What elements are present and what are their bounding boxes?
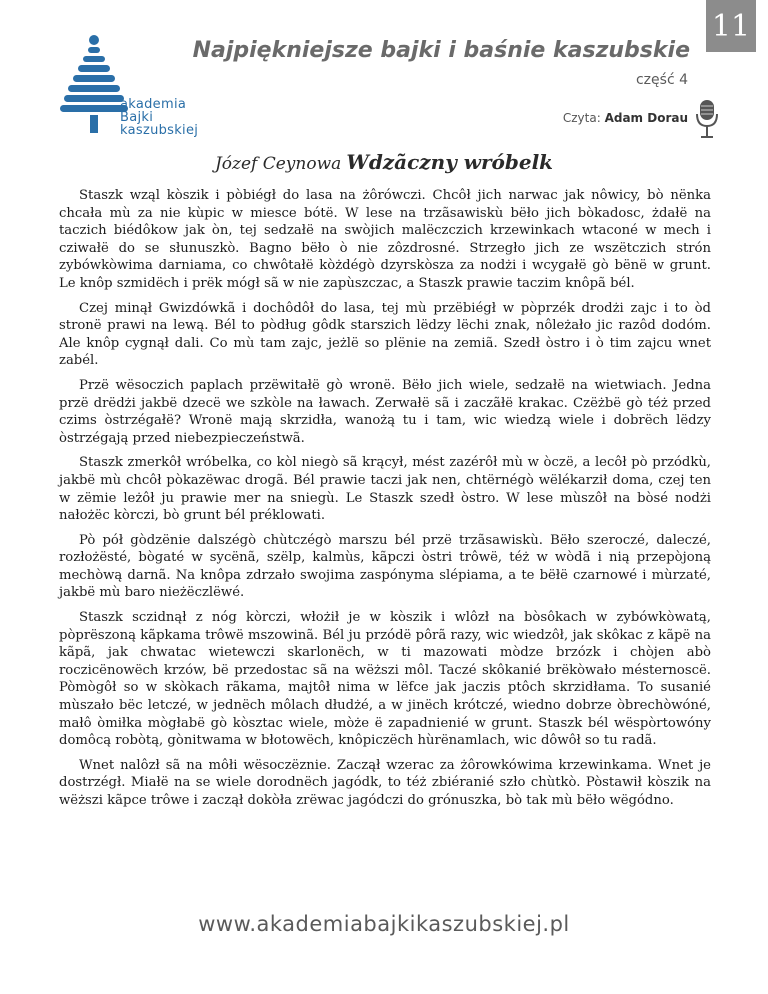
paragraph: Przë wësoczich paplach przëwitałë gò wronë. Bëło jich wiele, sedzałë na wietwiach. Jedna przë drëdżi jakbë dzecë we szkòle na ławach. Zerwałë sã i zaczãłë krakac. Czëżbë gò téż przed czims òstrzégałë? Wronë mają skrzidła, wanożą tu i tam, wic wiedzą wiele i dobrëch lëdzy òstrzégają przed niebezpieczeństwã. [59, 377, 711, 446]
logo-line: Bajki [120, 110, 154, 125]
logo-wordmark [120, 98, 198, 137]
paragraph: Pò pół gòdzënie dalszégò chùtczégò marszu bél przë trzãsawiskù. Bëło szeroczé, daleczé, rozłożësté, bògaté w sycënã, szëlp, kalmùs, kãpczi òstri trôwë, téż w wòdã i nią przepòjoną mechòwą darnã. Na knôpa zdrzało swojima zaspónyma slépiama, a te bëłë czarnowé i mùrzaté, jakbë mù baro nieżëczlëwé. [59, 532, 711, 601]
logo-line: akademia [120, 97, 187, 112]
page-number: 11 [706, 0, 756, 52]
story-heading [0, 150, 768, 174]
series-title: Najpiękniejsze bajki i baśnie kaszubskie [192, 38, 690, 63]
paragraph: Staszk wząl kòszik i pòbiégł do lasa na żôrówczi. Chcôł jich narwac jak nôwicy, bò nënka chcała mù za nie kùpic w miesce bótë. W lese na trzãsawiskù bëło jich bòkadosc, żdałë na taczich biédôkow jak òn, tej sedzałë na swòjich malëczczich krzewinkach wtaconé w mech i cziwałë do se słunuszkò. Bagno bëło ò nie zôzdrosné. Strzegło jich ze wszëtczich strón zybówkòwima darniama, co chwôtałë kòżdégò dzyrskòsza za nodżi i wcygałë gò bënë w grunt. Le knôp szmidëch i prëk mógł sã w nie zapùszczac, a Staszk prawie taczim knôpã bél. [59, 188, 711, 291]
story-title: Wdzãczny wróbelk [346, 150, 554, 174]
part-label: część 4 [635, 72, 688, 88]
logo-line: kaszubskiej [120, 123, 199, 138]
paragraph: Staszk sczidnął z nóg kòrczi, włożił je w kòszik i wlôzł na bòsôkach w zybówkòwatą, pòprëszoną kãpkama trôwë mszowinã. Bél ju przódë pôrã razy, wic wiedzôł, jak skôkac z kãpë na kãpã, jak chwatac wietewczi skarlonëch, w ti mazowati mòdze brzózk i chòjen abò roczicënowëch krzów, bë przedostac sã na wëższi môl. Taczé skôkanié brëkòwało mésternoscë. Pòmògôł so w skòkach rãkama, majtôł nima w lëfce jak jaczis ptôch skrzidłama. To susanié mùszało bëc letczé, w jednëch môlach dłudżé, a w jinëch krótczé, wiedno dobrze òbrechòwóné, małô òmiłka mògłabë gò kòsztac wiele, mòże ë zapadnienié w grunt. Staszk bél wëspòrtowóny domôcą robòtą, gònitwama w błotowëch, knôpiczëch hùrënamlach, wic dôwôł so tu radã. [59, 610, 711, 749]
paragraph: Staszk zmerkôł wróbelka, co kòl niegò sã krącył, mést zazérôł mù w òczë, a lecôł pò przódkù, jakbë mù chcôł pòkazëwac drogã. Bél prawie taczi jak nen, chtërnégò wëlékarził doma, czej ten w zëmie leżôł ju prawie mer na sniegù. Le Staszk szedł òstro. W lese mùszôł na bòsé nodżi nałożëc kòrczi, bò grunt bél préklowati. [59, 455, 711, 524]
story-author: Józef Ceynowa [214, 154, 342, 174]
reader-name: Adam Dorau [604, 111, 688, 125]
paragraph: Wnet nalôzł sã na môłi wësoczëznie. Zaczął wzerac za żôrowkówima krzewinkama. Wnet je dostrzégł. Miałë na se wiele dorodnëch jagódk, to téż zbiéranié szło chùtkò. Pòstawił kòszik na wëższi kãpce trôwe i zaczął dokòła zrëwac jagódczi do grónuszka, bò tak mù bëło wëgódno. [59, 757, 711, 808]
story-body [59, 187, 711, 817]
microphone-icon [694, 98, 720, 140]
reader-credit [563, 111, 688, 125]
reader-label: Czyta: [562, 111, 601, 125]
paragraph: Czej minął Gwizdówkã i dochôdôł do lasa, tej mù przëbiégł w pòprzék drodżi zajc i to òd stronë prawi na lewą. Bél to pòdług gôdk starszich lëdzy lëchi znak, nôleżało jic razôd dodóm. Ale knôp cygnął dali. Co mù tam zajc, jeżlë so plënie na zemiã. Szedł òstro i ò tim zajcu wnet zabél. [59, 300, 711, 369]
website-url: www.akademiabajkikaszubskiej.pl [198, 912, 570, 936]
